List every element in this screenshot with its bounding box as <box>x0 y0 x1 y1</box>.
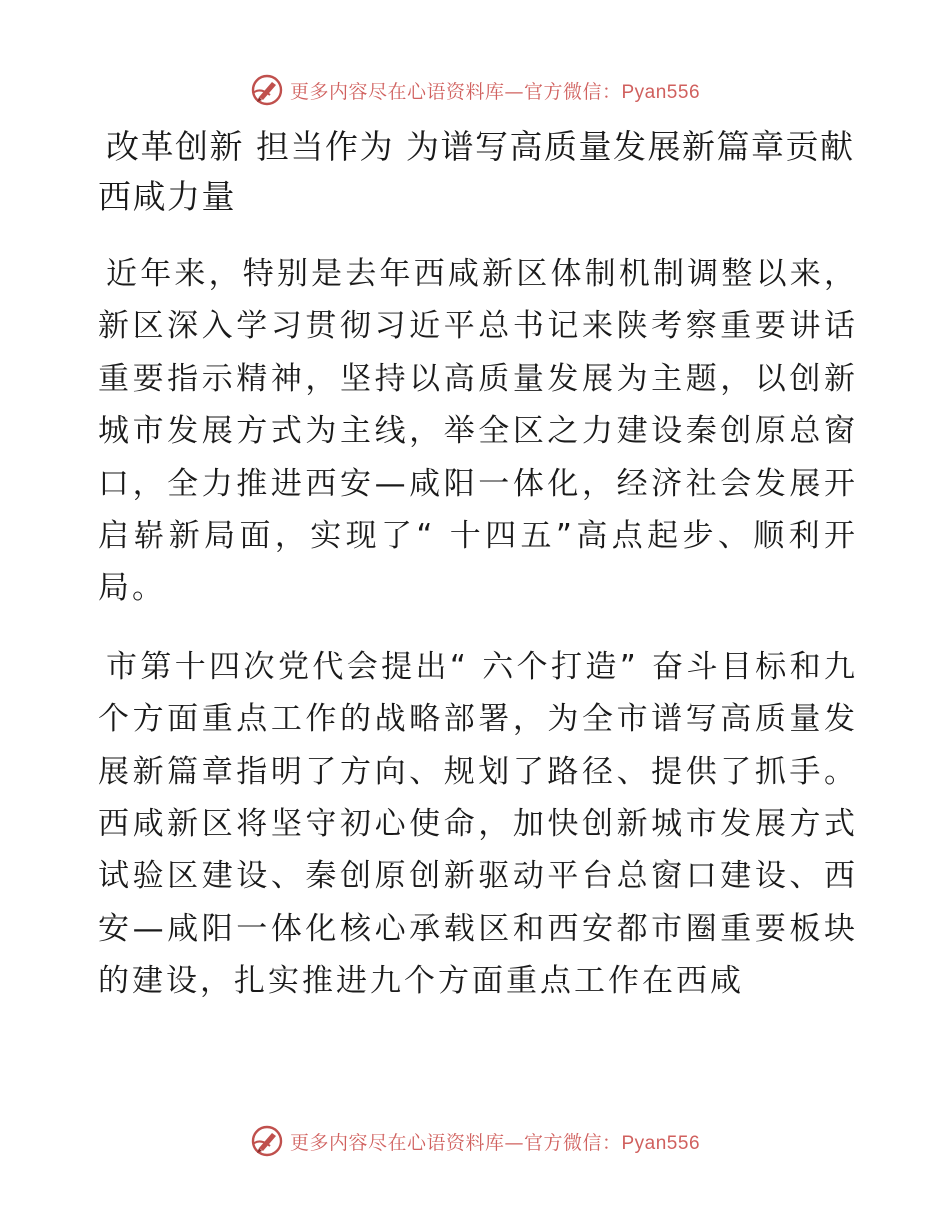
watermark-site-text: 更多内容尽在心语资料库 <box>289 1131 505 1154</box>
paragraph-2: 市第十四次党代会提出“ 六个打造” 奋斗目标和九个方面重点工作的战略部署，为全市谱写高质量发展新篇章指明了方向、规划了路径、提供了抓手。西咸新区将坚守初心使命，加快创新城市发展方式试验区建设、秦创原创新驱动平台总窗口建设、西安—咸阳一体化核心承载区和西安都市圈重要板块的建设，扎实推进九个方面重点工作在西咸 <box>98 648 858 1000</box>
document-body <box>98 122 858 1008</box>
pen-logo-icon <box>250 1124 284 1158</box>
watermark-wechat-id: Pyan556 <box>621 1132 701 1154</box>
pen-logo-icon <box>250 73 284 107</box>
watermark-wechat-label: 官方微信： <box>523 1131 622 1154</box>
footer-watermark <box>0 1121 950 1161</box>
header-watermark <box>0 70 950 110</box>
paragraph-1: 近年来，特别是去年西咸新区体制机制调整以来，新区深入学习贯彻习近平总书记来陕考察重要讲话重要指示精神，坚持以高质量发展为主题，以创新城市发展方式为主线，举全区之力建设秦创原总窗口，全力推进西安—咸阳一体化，经济社会发展开启崭新局面，实现了“ 十四五”高点起步、顺利开局。 <box>98 256 858 607</box>
watermark-wechat-label: 官方微信： <box>523 80 622 103</box>
document-title: 改革创新 担当作为 为谱写高质量发展新篇章贡献西咸力量 <box>98 127 855 216</box>
watermark-separator: — <box>504 80 524 103</box>
watermark-text <box>290 1128 700 1155</box>
watermark-site-text: 更多内容尽在心语资料库 <box>289 80 505 103</box>
watermark-separator: — <box>504 1131 524 1154</box>
watermark-wechat-id: Pyan556 <box>621 81 701 103</box>
watermark-text <box>290 77 700 104</box>
